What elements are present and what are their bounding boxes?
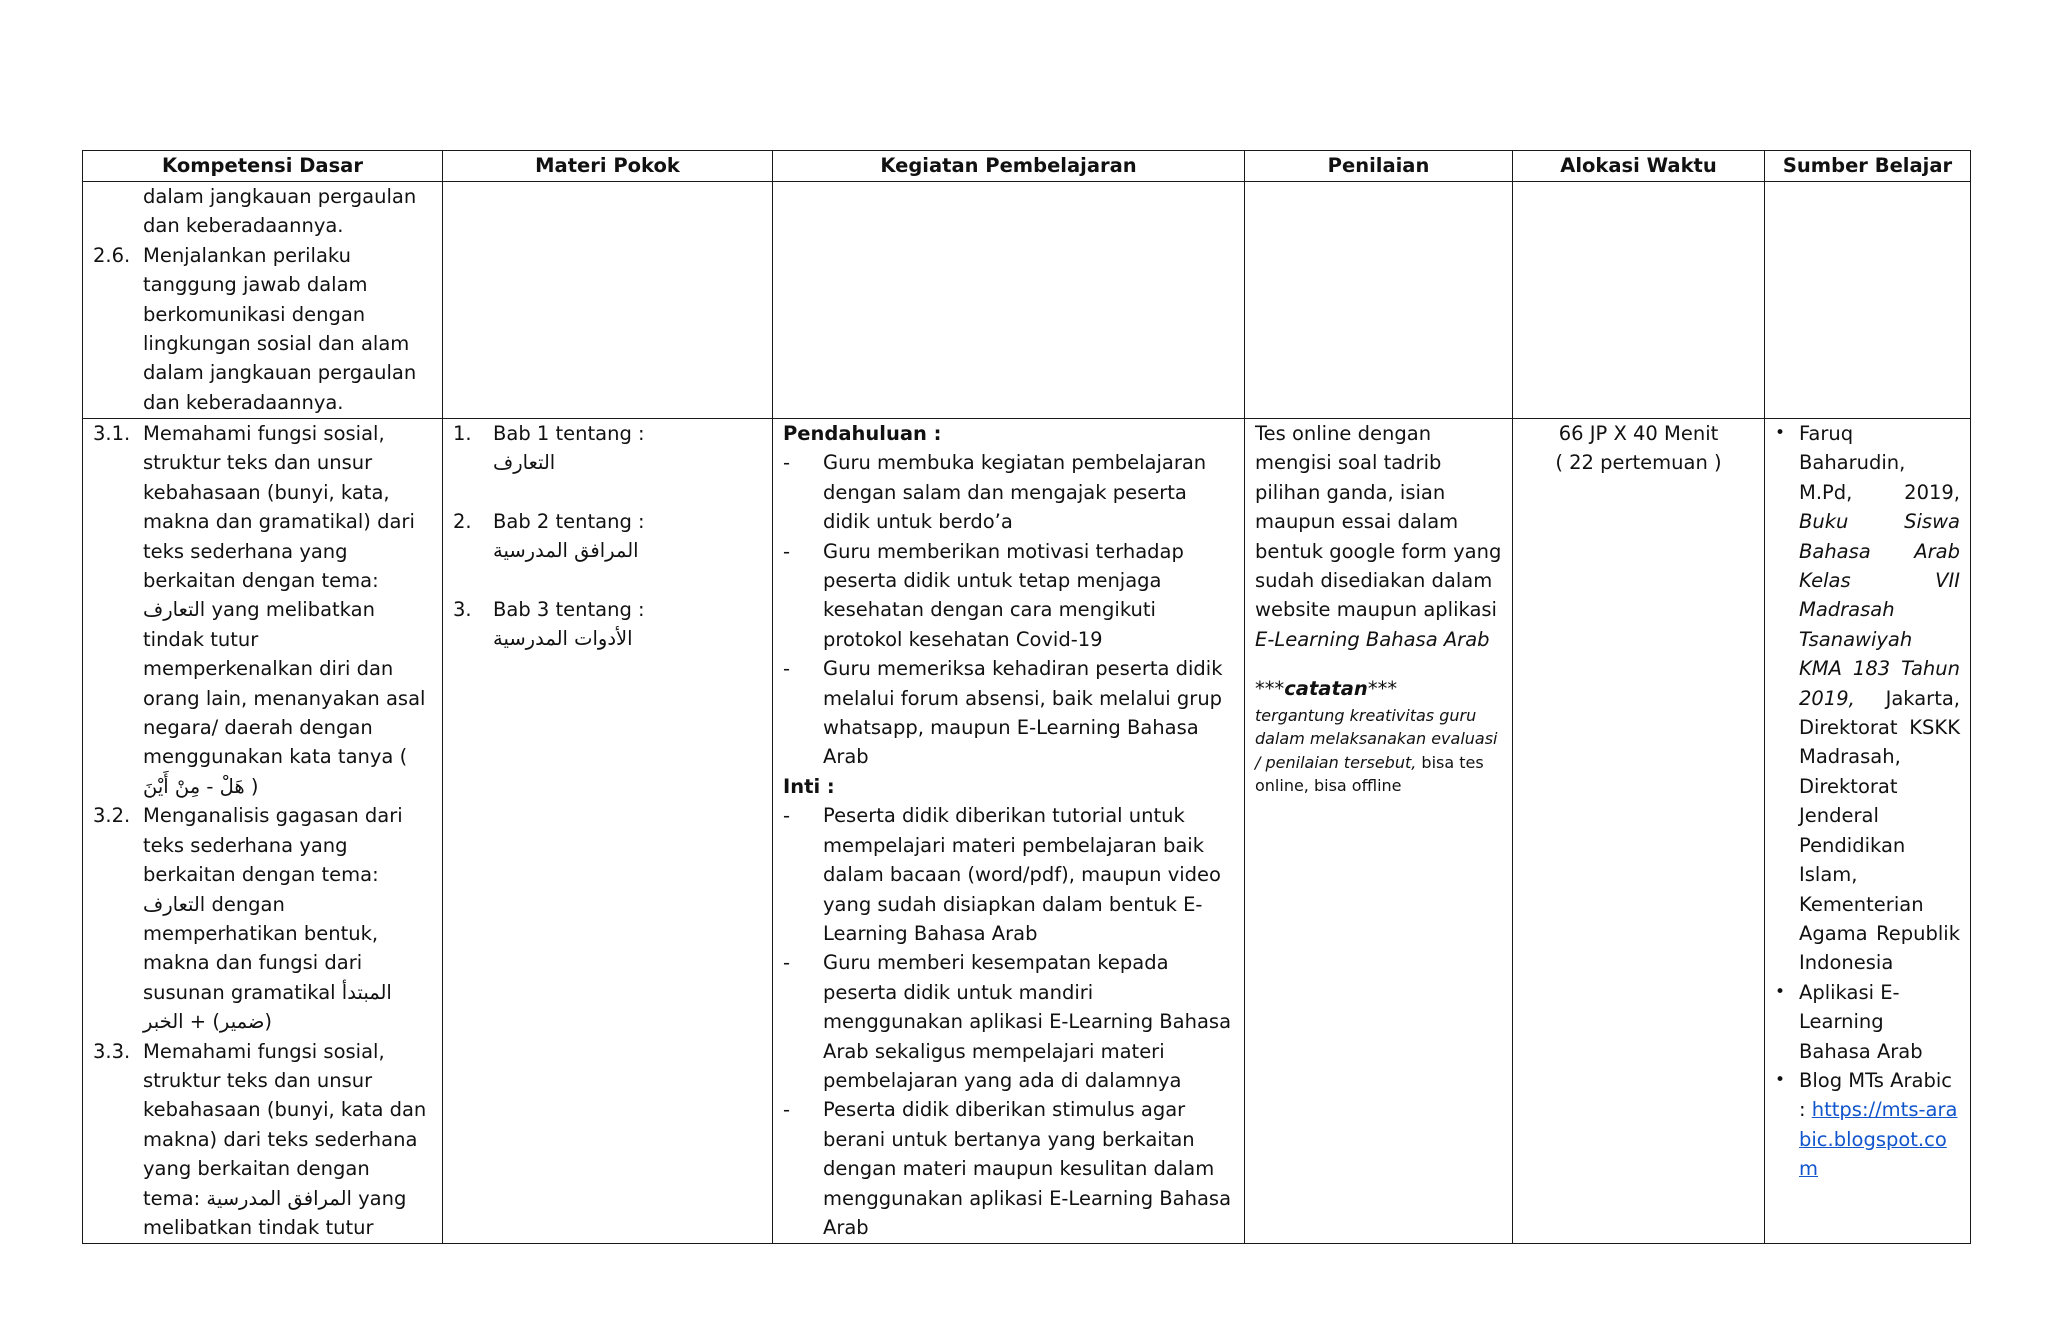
alokasi-cell [1513,419,1765,1244]
kd-cell [83,419,443,1244]
kd-item-3-2: 3.2. Menganalisis gagasan dari teks sederhana yang berkaitan dengan tema: التعارف dengan memperhatikan bentuk, makna dan fungsi dari susunan gramatikal المبتدأ (ضمير) + الخبر [93,804,403,1034]
header-sumber-belajar: Sumber Belajar [1765,151,1971,182]
arabic-term: المرافق المدرسية [493,539,639,563]
list-item: • Blog MTs Arabic : https://mts-arabic.blogspot.com [1775,1068,1958,1181]
header-kegiatan-pembelajaran: Kegiatan Pembelajaran [773,151,1245,182]
pendahuluan-title: Pendahuluan : [783,422,942,445]
blog-link[interactable]: https://mts-arabic.blogspot.com [1799,1098,1958,1181]
syllabus-table [82,150,1971,1244]
sumber-cell [1765,419,1971,1244]
kd-item-3-1: 3.1. Memahami fungsi sosial, struktur teks dan unsur kebahasaan (bunyi, kata, makna dan gramatikal) dari teks sederhana yang berkaitan dengan tema: التعارف yang melibatkan tindak tutur memperkenalkan diri dan orang lain, menanyakan asal negara/ daerah dengan menggunakan kata tanya ( هَلْ - مِنْ أَيْنَ ) [93,422,426,798]
kegiatan-cell-empty [773,182,1245,419]
list-item: • Faruq Baharudin, M.Pd, 2019, Buku Siswa Bahasa Arab Kelas VII Madrasah Tsanawiyah KMA 183 Tahun 2019, Jakarta, Direktorat KSKK Madrasah, Direktorat Jenderal Pendidikan Islam, Kementerian Agama Republik Indonesia [1775,422,1960,975]
list-item: - Guru memberikan motivasi terhadap peserta didik untuk tetap menjaga kesehatan dengan cara mengikuti protokol kesehatan Covid-19 [783,539,1184,651]
list-item: - Guru membuka kegiatan pembelajaran dengan salam dan mengajak peserta didik untuk berdo’a [783,451,1207,534]
alokasi-jp: 66 JP X 40 Menit [1558,422,1719,445]
arabic-term: المرافق المدرسية [206,1186,352,1210]
materi-cell [443,419,773,1244]
list-item: - Peserta didik diberikan stimulus agar berani untuk bertanya yang berkaitan dengan materi maupun kesulitan dalam menggunakan aplikasi E-Learning Bahasa Arab [783,1098,1232,1239]
kd-item-3-3: 3.3. Memahami fungsi sosial, struktur teks dan unsur kebahasaan (bunyi, kata dan makna) dari teks sederhana yang berkaitan dengan tema: المرافق المدرسية yang melibatkan tindak tutur [93,1039,427,1239]
table-row [83,182,1971,419]
inti-title: Inti : [783,774,835,798]
arabic-term: هَلْ - مِنْ أَيْنَ [143,774,245,798]
materi-cell-empty [443,182,773,419]
arabic-term: التعارف [493,451,556,475]
kd-cell [83,182,443,419]
header-alokasi-waktu: Alokasi Waktu [1513,151,1765,182]
penilaian-text: Tes online dengan mengisi soal tadrib pilihan ganda, isian maupun essai dalam bentuk google form yang sudah disediakan dalam website maupun aplikasi E-Learning Bahasa Arab [1255,422,1502,651]
list-item: • Aplikasi E-Learning Bahasa Arab [1775,980,1923,1063]
header-kompetensi-dasar: Kompetensi Dasar [83,151,443,182]
header-penilaian: Penilaian [1245,151,1513,182]
sumber-cell-empty [1765,182,1971,419]
header-materi-pokok: Materi Pokok [443,151,773,182]
penilaian-cell-empty [1245,182,1513,419]
alokasi-cell-empty [1513,182,1765,419]
arabic-term: التعارف [143,892,206,916]
table-header-row [83,151,1971,182]
kd-item-2-6: 2.6. Menjalankan perilaku tanggung jawab dalam berkomunikasi dengan lingkungan sosial dan alam dalam jangkauan pergaulan dan keberadaannya. [93,243,417,414]
kd-continuation: dalam jangkauan pergaulan dan keberadaannya. [143,185,417,238]
materi-item-2: 2. Bab 2 tentang : المرافق المدرسية [453,507,762,566]
list-item: - Peserta didik diberikan tutorial untuk mempelajari materi pembelajaran baik dalam bacaan (word/pdf), maupun video yang sudah disiapkan dalam bentuk E-Learning Bahasa Arab [783,804,1221,945]
alokasi-pertemuan: ( 22 pertemuan ) [1555,451,1722,475]
table-row [83,419,1971,1244]
arabic-term: المبتدأ (ضمير) + الخبر [143,980,392,1034]
catatan-note: tergantung kreativitas guru dalam melaksanakan evaluasi / penilaian tersebut, bisa tes online, bisa offline [1255,705,1498,796]
arabic-term: التعارف [143,598,206,622]
penilaian-cell [1245,419,1513,1244]
materi-item-3: 3. Bab 3 tentang : الأدوات المدرسية [453,595,762,654]
arabic-term: الأدوات المدرسية [493,627,633,651]
catatan-label: ***catatan*** [1255,677,1398,701]
kegiatan-cell [773,419,1245,1244]
list-item: - Guru memeriksa kehadiran peserta didik melalui forum absensi, baik melalui grup whatsapp, maupun E-Learning Bahasa Arab [783,657,1223,769]
materi-item-1: 1. Bab 1 tentang : التعارف [453,419,762,478]
list-item: - Guru memberi kesempatan kepada peserta didik untuk mandiri menggunakan aplikasi E-Learning Bahasa Arab sekaligus mempelajari materi pembelajaran yang ada di dalamnya [783,951,1232,1092]
